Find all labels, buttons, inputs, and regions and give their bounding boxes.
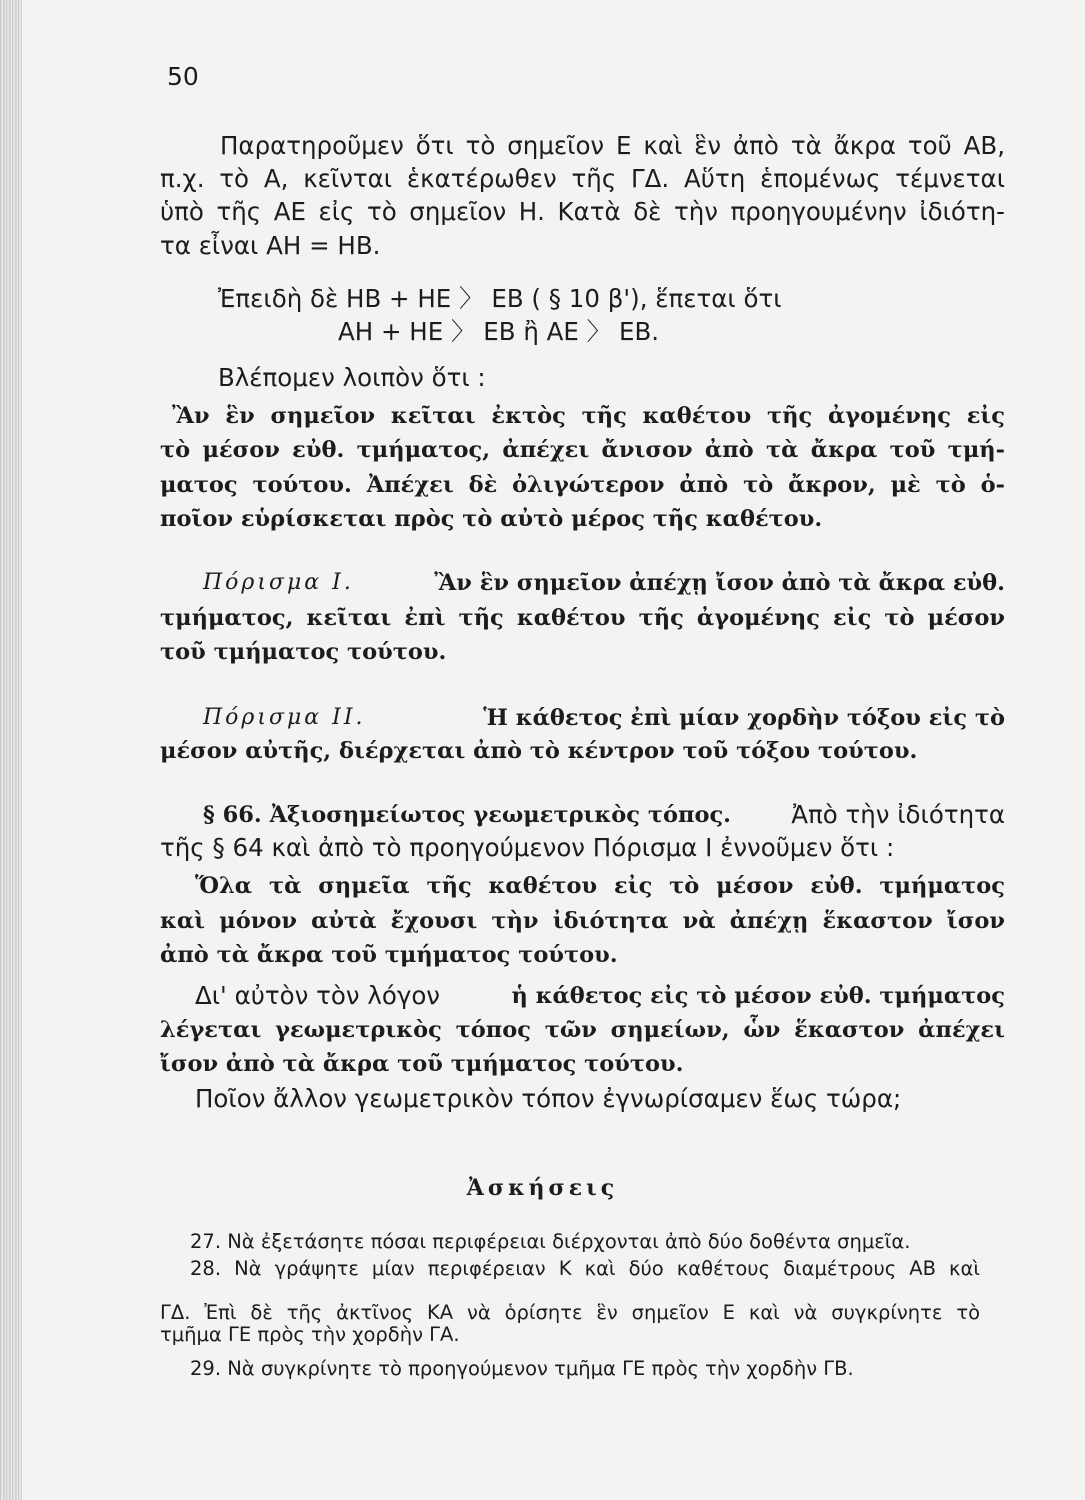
porisma-1-line: τμήματος, κεῖται ἐπὶ τῆς καθέτου τῆς ἀγομένης εἰς τὸ μέσον: [160, 605, 1005, 631]
text-line: Ἐπειδὴ δὲ ΗΒ + ΗΕ 〉 ΕΒ ( § 10 β'), ἕπεται ὅτι: [218, 284, 782, 313]
exercise-line: 28. Νὰ γράψητε μίαν περιφέρειαν Κ καὶ δύο καθέτους διαμέτρους ΑΒ καὶ: [190, 1257, 980, 1280]
theorem-line: ἀπὸ τὰ ἄκρα τοῦ τμήματος τούτου.: [160, 942, 618, 968]
locus-bold: ἡ κάθετος εἰς τὸ μέσον εὐθ. τμήματος: [511, 983, 1005, 1009]
locus-start: Δι' αὐτὸν τὸν λόγον: [195, 981, 440, 1010]
rule-line: Ἂν ἓν σημεῖον κεῖται ἐκτὸς τῆς καθέτου τῆς ἀγομένης εἰς: [172, 403, 1005, 429]
porisma-2-text: Ἡ κάθετος ἐπὶ μίαν χορδὴν τόξου εἰς τὸ: [483, 705, 1005, 731]
page-number: 50: [167, 62, 199, 91]
formula-line: ΑΗ + ΗΕ 〉 ΕΒ ἢ ΑΕ 〉 ΕΒ.: [338, 317, 660, 346]
porisma-2-label: Πόρισμα ΙΙ.: [203, 705, 366, 730]
text-line: τα εἶναι ΑΗ = ΗΒ.: [160, 231, 381, 260]
rule-line: ματος τούτου. Ἀπέχει δὲ ὀλιγώτερον ἀπὸ τὸ ἄκρον, μὲ τὸ ὁ-: [160, 472, 1005, 498]
locus-line: λέγεται γεωμετρικὸς τόπος τῶν σημείων, ὧν ἕκαστον ἀπέχει: [160, 1017, 1005, 1043]
porisma-1-line: τοῦ τμήματος τούτου.: [160, 639, 447, 665]
rule-line: ποῖον εὑρίσκεται πρὸς τὸ αὐτὸ μέρος τῆς καθέτου.: [160, 506, 823, 532]
text-line: Παρατηροῦμεν ὅτι τὸ σημεῖον Ε καὶ ἓν ἀπὸ τὰ ἄκρα τοῦ ΑΒ,: [220, 131, 1005, 160]
exercise-line: 29. Νὰ συγκρίνητε τὸ προηγούμενον τμῆμα ΓΕ πρὸς τὴν χορδὴν ΓΒ.: [190, 1357, 854, 1380]
rule-line: τὸ μέσον εὐθ. τμήματος, ἀπέχει ἄνισον ἀπὸ τὰ ἄκρα τοῦ τμή-: [160, 437, 1005, 463]
exercise-line: 27. Νὰ ἐξετάσητε πόσαι περιφέρειαι διέρχονται ἀπὸ δύο δοθέντα σημεῖα.: [190, 1230, 911, 1253]
exercises-title: Ἀσκήσεις: [466, 1175, 619, 1201]
section-66-line: [203, 799, 1005, 831]
text-line: Βλέπομεν λοιπὸν ὅτι :: [218, 363, 486, 392]
text-line: π.χ. τὸ Α, κεῖνται ἑκατέρωθεν τῆς ΓΔ. Αὕτη ἑπομένως τέμνεται: [160, 164, 1005, 193]
exercise-line: τμῆμα ΓΕ πρὸς τὴν χορδὴν ΓΑ.: [160, 1323, 460, 1346]
locus-line: [195, 980, 1005, 1012]
porisma-1-line: [203, 567, 1005, 599]
porisma-2-line: [203, 702, 1005, 734]
porisma-1-label: Πόρισμα Ι.: [203, 570, 354, 595]
exercise-line: ΓΔ. Ἐπὶ δὲ τῆς ἀκτῖνος ΚΑ νὰ ὁρίσητε ἓν σημεῖον Ε καὶ νὰ συγκρίνητε τὸ: [160, 1301, 980, 1324]
theorem-line: Ὅλα τὰ σημεῖα τῆς καθέτου εἰς τὸ μέσον εὐθ. τμήματος: [195, 873, 1005, 899]
text-line: τῆς § 64 καὶ ἀπὸ τὸ προηγούμενον Πόρισμα Ι ἐννοῦμεν ὅτι :: [160, 833, 895, 862]
question-line: Ποῖον ἄλλον γεωμετρικὸν τόπον ἐγνωρίσαμεν ἕως τώρα;: [195, 1084, 902, 1113]
text-line: ὑπὸ τῆς ΑΕ εἰς τὸ σημεῖον Η. Κατὰ δὲ τὴν προηγουμένην ἰδιότη-: [160, 197, 1005, 226]
porisma-1-text: Ἂν ἓν σημεῖον ἀπέχῃ ἴσον ἀπὸ τὰ ἄκρα εὐθ.: [434, 570, 1005, 596]
section-66-text: Ἀπὸ τὴν ἰδιότητα: [791, 800, 1005, 829]
section-66-heading: § 66. Ἀξιοσημείωτος γεωμετρικὸς τόπος.: [203, 802, 731, 828]
porisma-2-line: μέσον αὐτῆς, διέρχεται ἀπὸ τὸ κέντρον τοῦ τόξου τούτου.: [160, 738, 918, 764]
theorem-line: καὶ μόνον αὐτὰ ἔχουσι τὴν ἰδιότητα νὰ ἀπέχῃ ἕκαστον ἴσον: [160, 908, 1005, 934]
locus-line: ἴσον ἀπὸ τὰ ἄκρα τοῦ τμήματος τούτου.: [160, 1051, 684, 1077]
